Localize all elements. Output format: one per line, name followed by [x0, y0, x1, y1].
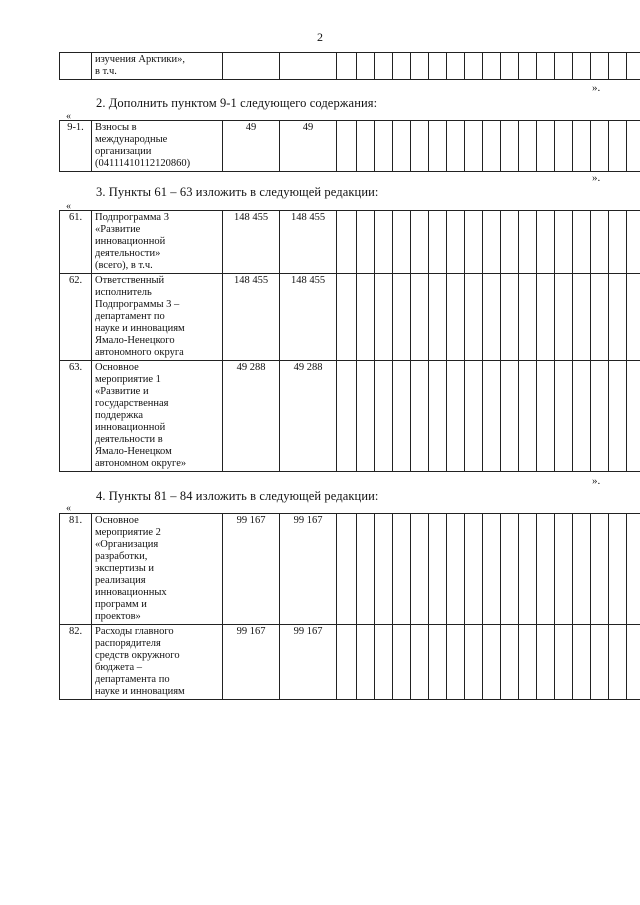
empty-cell	[375, 625, 393, 700]
empty-cell	[555, 274, 573, 361]
row-name-cell	[92, 274, 223, 361]
row-number-cell: 62.	[60, 274, 92, 361]
empty-cell	[627, 211, 640, 274]
budget-table-section-4	[59, 513, 640, 700]
section-heading-4: 4. Пункты 81 – 84 изложить в следующей редакции:	[96, 489, 379, 503]
empty-cell	[465, 211, 483, 274]
empty-cell	[627, 514, 640, 625]
row-name-line: науке и инновациям	[95, 323, 185, 334]
row-name-line: автономном округе»	[95, 458, 187, 469]
amount-cell: 99 167	[280, 625, 337, 700]
empty-cell	[447, 211, 465, 274]
empty-cell	[573, 274, 591, 361]
row-name-cell	[92, 514, 223, 625]
amount-cell: 148 455	[280, 211, 337, 274]
empty-cell	[483, 274, 501, 361]
empty-cell	[573, 121, 591, 172]
row-name-line: бюджета –	[95, 662, 143, 673]
amount-cell: 99 167	[223, 514, 280, 625]
row-name-line: «Развитие и	[95, 386, 149, 397]
row-name-line: мероприятие 2	[95, 527, 161, 538]
row-name-line: (всего), в т.ч.	[95, 260, 153, 271]
amount-cell: 49	[223, 121, 280, 172]
empty-cell	[591, 514, 609, 625]
row-name-line: поддержка	[95, 410, 144, 421]
empty-cell	[429, 514, 447, 625]
empty-cell	[573, 53, 591, 80]
empty-cell	[337, 625, 357, 700]
section-heading-3: 3. Пункты 61 – 63 изложить в следующей редакции:	[96, 185, 379, 199]
open-quote: «	[66, 111, 71, 122]
empty-cell	[357, 53, 375, 80]
amount-cell: 148 455	[280, 274, 337, 361]
empty-cell	[627, 274, 640, 361]
row-name-line: Основное	[95, 362, 139, 373]
empty-cell	[393, 211, 411, 274]
row-name-line: государственная	[95, 398, 169, 409]
row-name-line: распорядителя	[95, 638, 161, 649]
row-name-line: Взносы в	[95, 122, 137, 133]
empty-cell	[375, 361, 393, 472]
row-number-cell: 61.	[60, 211, 92, 274]
table-row	[60, 53, 640, 80]
empty-cell	[591, 53, 609, 80]
row-name-line: автономного округа	[95, 347, 184, 358]
empty-cell	[337, 361, 357, 472]
empty-cell	[609, 274, 627, 361]
empty-cell	[609, 121, 627, 172]
empty-cell	[537, 514, 555, 625]
empty-cell	[609, 211, 627, 274]
empty-cell	[357, 211, 375, 274]
empty-cell	[627, 121, 640, 172]
row-name-line: исполнитель	[95, 287, 152, 298]
row-name-line: «Организация	[95, 539, 159, 550]
empty-cell	[375, 211, 393, 274]
empty-cell	[591, 211, 609, 274]
row-name-line: «Развитие	[95, 224, 141, 235]
empty-cell	[393, 514, 411, 625]
empty-cell	[591, 121, 609, 172]
empty-cell	[337, 53, 357, 80]
row-number-cell: 82.	[60, 625, 92, 700]
empty-cell	[501, 361, 519, 472]
empty-cell	[591, 274, 609, 361]
amount-cell: 49 288	[280, 361, 337, 472]
empty-cell	[447, 625, 465, 700]
row-name-cell	[92, 361, 223, 472]
empty-cell	[411, 274, 429, 361]
row-name-line: Расходы главного	[95, 626, 174, 637]
empty-cell	[447, 361, 465, 472]
empty-cell	[375, 274, 393, 361]
empty-cell	[393, 625, 411, 700]
empty-cell	[465, 274, 483, 361]
amount-cell: 99 167	[223, 625, 280, 700]
empty-cell	[537, 121, 555, 172]
empty-cell	[337, 121, 357, 172]
row-name-line: разработки,	[95, 551, 148, 562]
budget-table-section-3	[59, 210, 640, 472]
empty-cell	[337, 211, 357, 274]
amount-cell	[223, 53, 280, 80]
empty-cell	[375, 121, 393, 172]
empty-cell	[627, 361, 640, 472]
empty-cell	[537, 53, 555, 80]
row-name-line: программ и	[95, 599, 147, 610]
empty-cell	[501, 121, 519, 172]
row-name-line: инновационной	[95, 236, 166, 247]
empty-cell	[357, 514, 375, 625]
row-name-line: Подпрограммы 3 –	[95, 299, 180, 310]
empty-cell	[573, 514, 591, 625]
empty-cell	[337, 514, 357, 625]
empty-cell	[447, 121, 465, 172]
page-number: 2	[317, 30, 323, 44]
empty-cell	[555, 514, 573, 625]
close-quote: ».	[592, 172, 601, 184]
empty-cell	[411, 53, 429, 80]
empty-cell	[573, 361, 591, 472]
empty-cell	[555, 211, 573, 274]
empty-cell	[609, 514, 627, 625]
empty-cell	[591, 361, 609, 472]
empty-cell	[483, 53, 501, 80]
table-row	[60, 514, 640, 625]
empty-cell	[483, 514, 501, 625]
empty-cell	[393, 361, 411, 472]
empty-cell	[555, 121, 573, 172]
row-name-line: Основное	[95, 515, 139, 526]
empty-cell	[537, 361, 555, 472]
amount-cell: 148 455	[223, 274, 280, 361]
empty-cell	[483, 121, 501, 172]
empty-cell	[429, 211, 447, 274]
row-name-line: Ответственный	[95, 275, 165, 286]
table-row	[60, 274, 640, 361]
row-name-line: деятельности в	[95, 434, 163, 445]
empty-cell	[429, 361, 447, 472]
empty-cell	[411, 361, 429, 472]
empty-cell	[573, 211, 591, 274]
empty-cell	[609, 625, 627, 700]
empty-cell	[483, 361, 501, 472]
empty-cell	[429, 53, 447, 80]
row-number-cell	[60, 53, 92, 80]
empty-cell	[555, 53, 573, 80]
empty-cell	[537, 211, 555, 274]
row-name-line: департамент по	[95, 311, 165, 322]
amount-cell: 99 167	[280, 514, 337, 625]
row-number-cell: 9-1.	[60, 121, 92, 172]
row-name-line: Ямало-Ненецком	[95, 446, 172, 457]
row-name-cell	[92, 211, 223, 274]
row-name-line: международные	[95, 134, 168, 145]
row-name-line: инновационной	[95, 422, 166, 433]
empty-cell	[429, 121, 447, 172]
empty-cell	[337, 274, 357, 361]
row-name-line: науке и инновациям	[95, 686, 185, 697]
row-name-line: Подпрограмма 3	[95, 212, 169, 223]
empty-cell	[411, 121, 429, 172]
empty-cell	[519, 121, 537, 172]
amount-cell: 49 288	[223, 361, 280, 472]
section-heading-2: 2. Дополнить пунктом 9-1 следующего содержания:	[96, 96, 378, 110]
open-quote: «	[66, 201, 71, 212]
empty-cell	[537, 625, 555, 700]
close-quote: ».	[592, 82, 601, 94]
row-name-line: деятельности»	[95, 248, 161, 259]
open-quote: «	[66, 503, 71, 514]
empty-cell	[627, 625, 640, 700]
empty-cell	[357, 121, 375, 172]
empty-cell	[519, 625, 537, 700]
budget-table-fragment-top	[59, 52, 640, 80]
row-name-line: изучения Арктики»,	[95, 54, 186, 65]
empty-cell	[465, 53, 483, 80]
empty-cell	[393, 53, 411, 80]
empty-cell	[375, 53, 393, 80]
amount-cell	[280, 53, 337, 80]
empty-cell	[483, 211, 501, 274]
empty-cell	[501, 274, 519, 361]
empty-cell	[555, 361, 573, 472]
empty-cell	[465, 361, 483, 472]
row-name-line: Ямало-Ненецкого	[95, 335, 175, 346]
empty-cell	[357, 361, 375, 472]
empty-cell	[393, 274, 411, 361]
empty-cell	[447, 514, 465, 625]
empty-cell	[609, 53, 627, 80]
row-name-line: инновационных	[95, 587, 167, 598]
empty-cell	[447, 274, 465, 361]
empty-cell	[519, 361, 537, 472]
row-number-cell: 81.	[60, 514, 92, 625]
empty-cell	[537, 274, 555, 361]
empty-cell	[411, 514, 429, 625]
row-name-line: проектов»	[95, 611, 141, 622]
row-name-line: средств окружного	[95, 650, 180, 661]
empty-cell	[519, 514, 537, 625]
row-name-line: в т.ч.	[95, 66, 117, 77]
row-name-line: (04111410112120860)	[95, 158, 191, 169]
row-name-cell	[92, 53, 223, 80]
empty-cell	[609, 361, 627, 472]
table-row	[60, 625, 640, 700]
budget-table-section-2	[59, 120, 640, 172]
empty-cell	[591, 625, 609, 700]
empty-cell	[429, 274, 447, 361]
row-name-line: департамента по	[95, 674, 170, 685]
empty-cell	[555, 625, 573, 700]
row-name-line: экспертизы и	[95, 563, 155, 574]
table-row	[60, 361, 640, 472]
empty-cell	[501, 514, 519, 625]
empty-cell	[501, 53, 519, 80]
empty-cell	[483, 625, 501, 700]
empty-cell	[465, 625, 483, 700]
close-quote: ».	[592, 475, 601, 487]
table-row	[60, 211, 640, 274]
empty-cell	[519, 53, 537, 80]
empty-cell	[501, 625, 519, 700]
empty-cell	[519, 211, 537, 274]
row-name-line: мероприятие 1	[95, 374, 161, 385]
empty-cell	[375, 514, 393, 625]
row-name-line: организации	[95, 146, 152, 157]
row-number-cell: 63.	[60, 361, 92, 472]
amount-cell: 148 455	[223, 211, 280, 274]
empty-cell	[501, 211, 519, 274]
empty-cell	[627, 53, 640, 80]
empty-cell	[411, 211, 429, 274]
table-row	[60, 121, 640, 172]
row-name-line: реализация	[95, 575, 146, 586]
empty-cell	[411, 625, 429, 700]
empty-cell	[573, 625, 591, 700]
empty-cell	[519, 274, 537, 361]
empty-cell	[393, 121, 411, 172]
empty-cell	[357, 274, 375, 361]
amount-cell: 49	[280, 121, 337, 172]
empty-cell	[429, 625, 447, 700]
empty-cell	[465, 514, 483, 625]
empty-cell	[465, 121, 483, 172]
empty-cell	[447, 53, 465, 80]
row-name-cell	[92, 121, 223, 172]
empty-cell	[357, 625, 375, 700]
row-name-cell	[92, 625, 223, 700]
